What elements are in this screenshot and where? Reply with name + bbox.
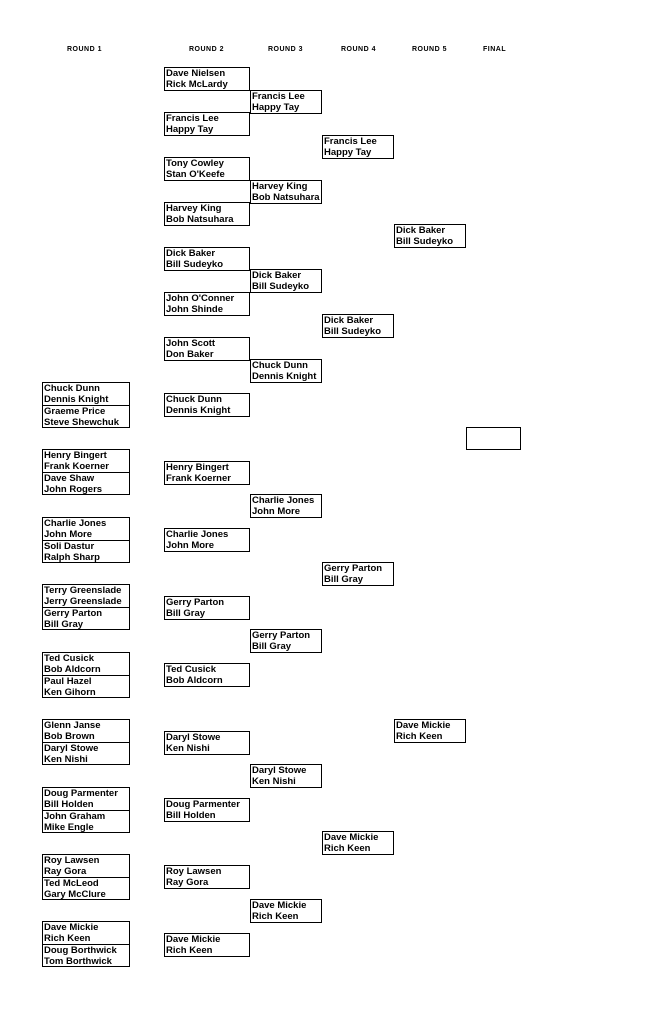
player-name: Mike Engle <box>44 822 94 833</box>
round4-team <box>322 562 394 586</box>
player-name: Bill Gray <box>44 619 84 630</box>
round3-team <box>250 629 322 653</box>
player-name: Dave Mickie <box>166 934 221 945</box>
player-name: Francis Lee <box>252 91 305 102</box>
round2-team <box>164 247 250 271</box>
round1-match <box>42 517 130 563</box>
player-name: Chuck Dunn <box>44 383 100 394</box>
player-name: Ray Gora <box>166 877 209 888</box>
player-name: John More <box>252 506 301 517</box>
player-name: Gerry Parton <box>166 597 225 608</box>
player-name: Stan O'Keefe <box>166 169 225 180</box>
round3-team <box>250 764 322 788</box>
player-name: Graeme Price <box>43 405 129 417</box>
round-header: ROUND 4 <box>341 46 377 53</box>
round4-team <box>322 135 394 159</box>
player-name: John Graham <box>43 810 129 822</box>
round2-team <box>164 528 250 552</box>
player-name: Ken Nishi <box>166 743 210 754</box>
round2-team <box>164 663 250 687</box>
player-name: Dennis Knight <box>252 371 317 382</box>
player-name: Rich Keen <box>252 911 299 922</box>
round2-team <box>164 292 250 316</box>
player-name: Bill Sudeyko <box>396 236 454 247</box>
player-name: Henry Bingert <box>166 462 229 473</box>
player-name: Bob Aldcorn <box>166 675 223 686</box>
round2-team <box>164 202 250 226</box>
final-winner-box <box>466 427 521 450</box>
round1-match <box>42 921 130 967</box>
player-name: Don Baker <box>166 349 214 360</box>
player-name: Jerry Greenslade <box>44 596 122 607</box>
round-header: ROUND 5 <box>412 46 448 53</box>
round3-team <box>250 180 322 204</box>
player-name: Bill Holden <box>166 810 216 821</box>
player-name: Ken Gihorn <box>44 687 96 698</box>
round2-team <box>164 731 250 755</box>
player-name: Bill Sudeyko <box>252 281 310 292</box>
player-name: Bill Holden <box>44 799 94 810</box>
player-name: John Scott <box>166 338 216 349</box>
round3-team <box>250 899 322 923</box>
round-header: ROUND 3 <box>268 46 304 53</box>
round2-team <box>164 596 250 620</box>
player-name: Dennis Knight <box>166 405 231 416</box>
player-name: Francis Lee <box>166 113 219 124</box>
player-name: Ken Nishi <box>252 776 296 787</box>
player-name: John Shinde <box>166 304 223 315</box>
player-name: Daryl Stowe <box>166 732 221 743</box>
round2-team <box>164 112 250 136</box>
player-name: Gary McClure <box>44 889 106 900</box>
round-header: ROUND 2 <box>189 46 225 53</box>
player-name: Gerry Parton <box>252 630 311 641</box>
round2-team <box>164 865 250 889</box>
player-name: Roy Lawsen <box>44 855 100 866</box>
round1-match <box>42 652 130 698</box>
player-name: Dave Mickie <box>44 922 99 933</box>
player-name: Tom Borthwick <box>44 956 112 967</box>
round1-match <box>42 382 130 428</box>
player-name: Roy Lawsen <box>166 866 222 877</box>
player-name: Soli Dastur <box>43 540 129 552</box>
player-name: Tony Cowley <box>166 158 224 169</box>
player-name: Harvey King <box>166 203 222 214</box>
round-header: ROUND 1 <box>67 46 103 53</box>
player-name: Gerry Parton <box>324 563 383 574</box>
player-name: Dick Baker <box>396 225 446 236</box>
player-name: Bob Natsuhara <box>252 192 320 203</box>
round-header: FINAL <box>483 46 507 53</box>
round2-team <box>164 337 250 361</box>
player-name: Rich Keen <box>324 843 371 854</box>
player-name: Rich Keen <box>396 731 443 742</box>
player-name: Doug Parmenter <box>44 788 118 799</box>
player-name: Steve Shewchuk <box>44 417 119 428</box>
player-name: Dave Mickie <box>396 720 451 731</box>
player-name: Charlie Jones <box>166 529 229 540</box>
player-name: Francis Lee <box>324 136 377 147</box>
player-name: Bill Gray <box>252 641 292 652</box>
player-name: Bob Natsuhara <box>166 214 234 225</box>
round5-team <box>394 224 466 248</box>
round2-team <box>164 67 250 91</box>
round1-match <box>42 854 130 900</box>
round3-team <box>250 269 322 293</box>
round2-team <box>164 933 250 957</box>
round3-team <box>250 494 322 518</box>
player-name: Charlie Jones <box>44 518 107 529</box>
player-name: Charlie Jones <box>252 495 315 506</box>
player-name: Dave Mickie <box>252 900 307 911</box>
player-name: Rich Keen <box>44 933 91 944</box>
player-name: Happy Tay <box>252 102 300 113</box>
round1-match <box>42 719 130 765</box>
player-name: Bill Sudeyko <box>324 326 382 337</box>
round1-match <box>42 787 130 833</box>
player-name: John More <box>44 529 93 540</box>
player-name: Bill Gray <box>166 608 206 619</box>
round2-team <box>164 461 250 485</box>
round2-team <box>164 393 250 417</box>
player-name: Henry Bingert <box>44 450 107 461</box>
player-name: Rick McLardy <box>166 79 228 90</box>
player-name: Dennis Knight <box>44 394 109 405</box>
player-name: Paul Hazel <box>43 675 129 687</box>
player-name: Daryl Stowe <box>43 742 129 754</box>
player-name: Ken Nishi <box>44 754 88 765</box>
player-name: Happy Tay <box>324 147 372 158</box>
player-name: Rich Keen <box>166 945 213 956</box>
player-name: Dick Baker <box>252 270 302 281</box>
player-name: Dick Baker <box>166 248 216 259</box>
player-name: Terry Greenslade <box>44 585 122 596</box>
player-name: John O'Conner <box>166 293 235 304</box>
player-name: Ralph Sharp <box>44 552 100 563</box>
player-name: Doug Parmenter <box>166 799 240 810</box>
player-name: Frank Koerner <box>44 461 109 472</box>
player-name: Dick Baker <box>324 315 374 326</box>
player-name: John More <box>166 540 215 551</box>
player-name: Ray Gora <box>44 866 87 877</box>
round1-match <box>42 584 130 630</box>
player-name: Ted Cusick <box>166 664 216 675</box>
player-name: Doug Borthwick <box>43 944 129 956</box>
player-name: Bill Sudeyko <box>166 259 224 270</box>
player-name: Glenn Janse <box>44 720 101 731</box>
round5-team <box>394 719 466 743</box>
player-name: Frank Koerner <box>166 473 231 484</box>
player-name: Chuck Dunn <box>166 394 222 405</box>
player-name: Bob Aldcorn <box>44 664 101 675</box>
round2-team <box>164 157 250 181</box>
player-name: John Rogers <box>44 484 103 495</box>
player-name: Happy Tay <box>166 124 214 135</box>
player-name: Harvey King <box>252 181 308 192</box>
player-name: Dave Nielsen <box>166 68 226 79</box>
player-name: Bill Gray <box>324 574 364 585</box>
player-name: Dave Shaw <box>43 472 129 484</box>
round4-team <box>322 314 394 338</box>
round3-team <box>250 359 322 383</box>
round2-team <box>164 798 250 822</box>
player-name: Gerry Parton <box>43 607 129 619</box>
round4-team <box>322 831 394 855</box>
round1-match <box>42 449 130 495</box>
player-name: Chuck Dunn <box>252 360 308 371</box>
player-name: Bob Brown <box>44 731 95 742</box>
player-name: Daryl Stowe <box>252 765 307 776</box>
round3-team <box>250 90 322 114</box>
player-name: Ted Cusick <box>44 653 94 664</box>
player-name: Ted McLeod <box>43 877 129 889</box>
player-name: Dave Mickie <box>324 832 379 843</box>
